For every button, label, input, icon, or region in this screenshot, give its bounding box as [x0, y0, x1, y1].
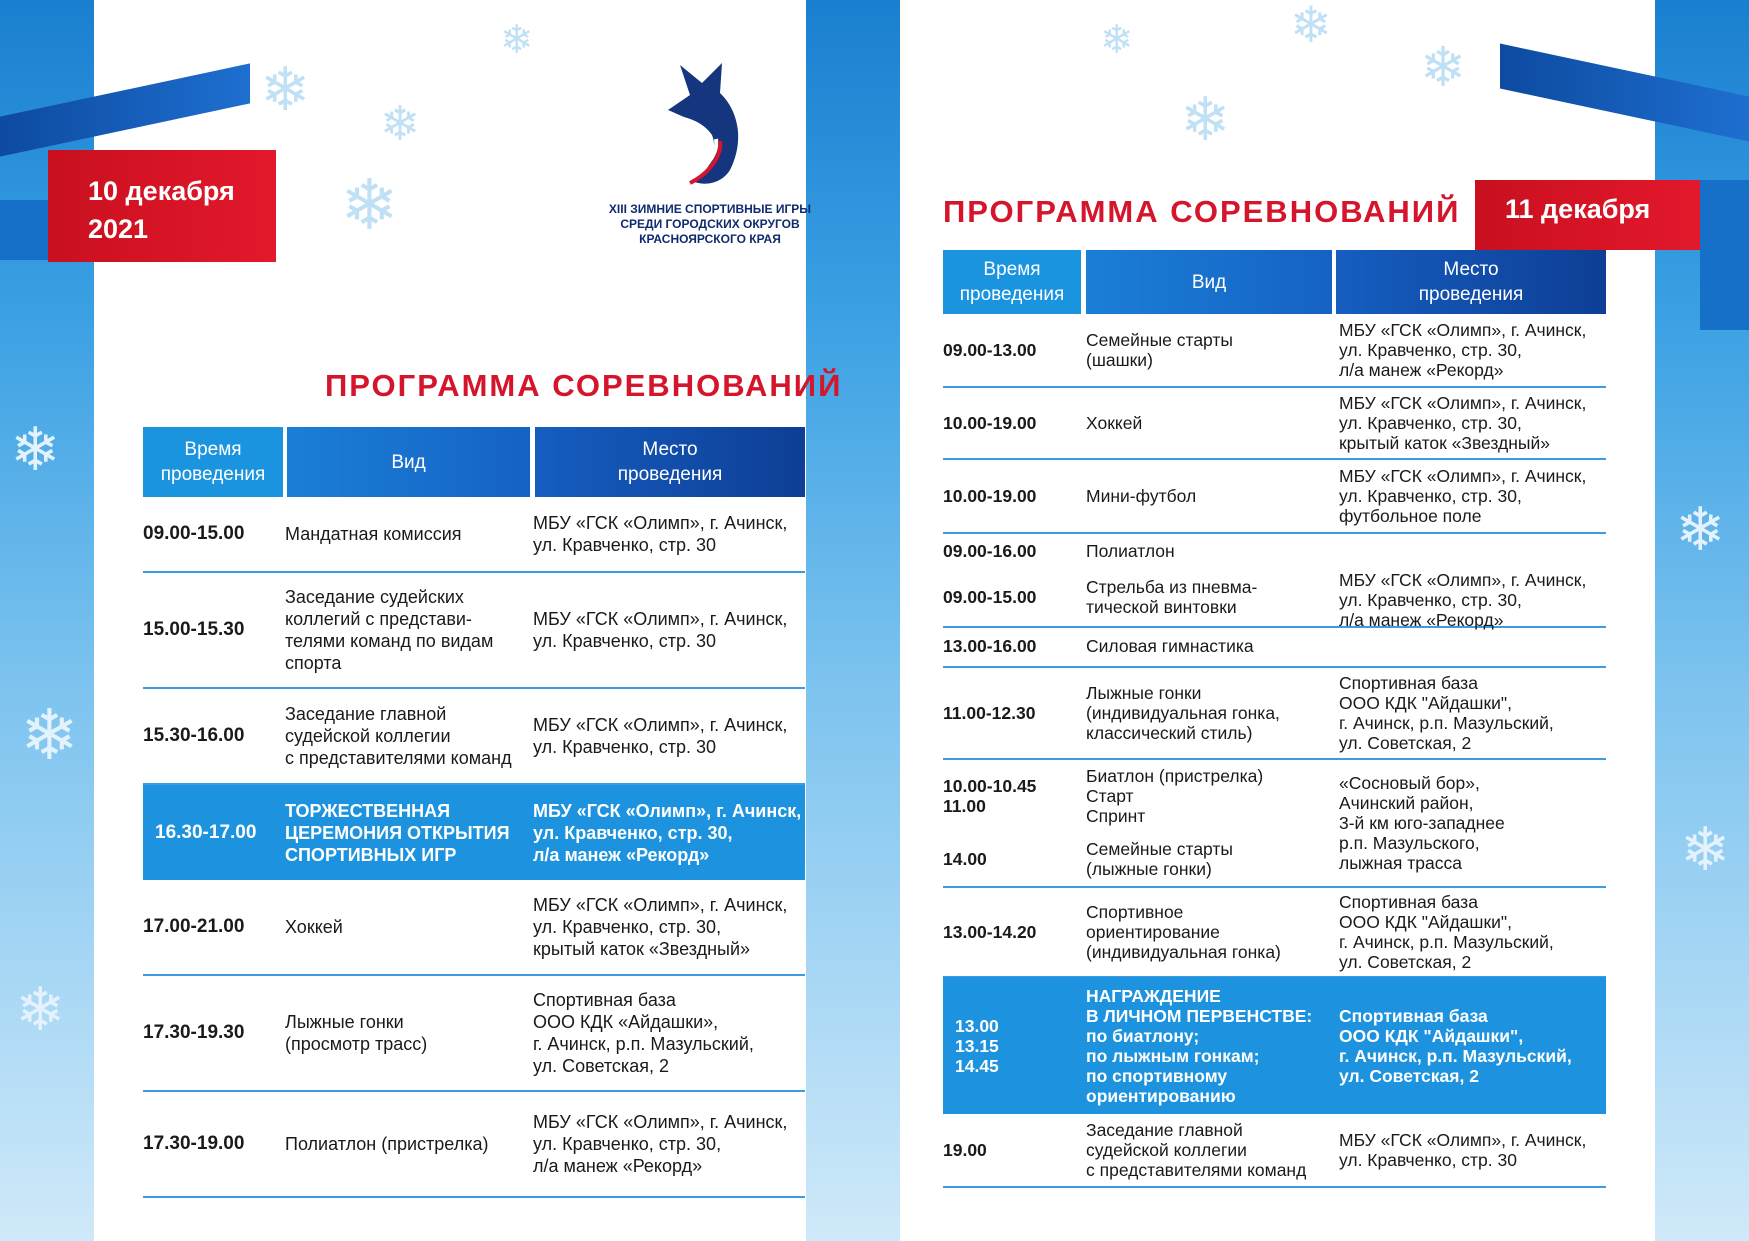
snowflake-icon: ❄: [380, 96, 421, 152]
cell-place: МБУ «ГСК «Олимп», г. Ачинск, ул. Кравченко, стр. 30, л/а манеж «Рекорд»: [533, 1112, 788, 1176]
snowflake-icon: ❄: [1420, 35, 1467, 99]
cell-time: 17.00-21.00: [143, 916, 245, 937]
cell-type: Хоккей: [1086, 413, 1143, 433]
table-row: [943, 888, 1606, 978]
cell-type: Заседание главной судейской коллегии с представителями команд: [1086, 1120, 1307, 1180]
cell-time: 11.00-12.30: [943, 703, 1036, 723]
date-year-left: 2021: [88, 214, 149, 244]
cell-type: Мандатная комиссия: [285, 524, 462, 544]
column-header-place: Место проведения: [535, 427, 805, 497]
cell-place: МБУ «ГСК «Олимп», г. Ачинск, ул. Кравченко, стр. 30: [533, 715, 788, 757]
cell-time: 13.00 13.15 14.45: [955, 1015, 999, 1076]
snowflake-icon: ❄: [1680, 815, 1731, 885]
table-row: [943, 314, 1606, 388]
table-row: [143, 573, 805, 689]
table-row: [143, 976, 805, 1092]
cell-place-merged: «Сосновый бор», Ачинский район, 3-й км юго-западнее р.п. Мазульского, лыжная трасса: [1339, 773, 1505, 873]
page-title-right: ПРОГРАММА СОРЕВНОВАНИЙ: [943, 194, 1461, 229]
cell-type: Силовая гимнастика: [1086, 636, 1254, 656]
ribbon-blue: [1700, 180, 1749, 330]
lynx-logo-icon: [660, 55, 760, 190]
cell-time: 09.00-13.00: [943, 340, 1037, 360]
cell-type: НАГРАЖДЕНИЕ В ЛИЧНОМ ПЕРВЕНСТВЕ: по биатлону; по лыжным гонкам; по спортивному ориентированию: [1086, 985, 1313, 1106]
cell-type: Заседание судейских коллегий с представи- телями команд по видам спорта: [285, 587, 494, 673]
date-right: 11 декабря: [1505, 194, 1651, 224]
snowflake-icon: ❄: [20, 694, 79, 776]
cell-time: 10.00-19.00: [943, 486, 1037, 506]
table-row: [943, 668, 1606, 760]
cell-place: МБУ «ГСК «Олимп», г. Ачинск, ул. Кравченко, стр. 30, крытый каток «Звездный»: [1339, 393, 1587, 453]
cell-time: 16.30-17.00: [155, 821, 257, 843]
cell-type: Полиатлон: [1086, 541, 1175, 561]
snowflake-icon: ❄: [1290, 0, 1332, 54]
cell-place: Спортивная база ООО КДК "Айдашки", г. Ачинск, р.п. Мазульский, ул. Советская, 2: [1339, 673, 1554, 753]
table-row: [143, 785, 805, 880]
cell-time: 09.00-15.00: [943, 587, 1037, 607]
cell-time: 14.00: [943, 849, 987, 869]
cell-place: МБУ «ГСК «Олимп», г. Ачинск, ул. Кравченко, стр. 30, л/а манеж «Рекорд»: [533, 800, 802, 865]
logo-caption: XIII ЗИМНИЕ СПОРТИВНЫЕ ИГРЫ СРЕДИ ГОРОДСКИХ ОКРУГОВ КРАСНОЯРСКОГО КРАЯ: [608, 202, 812, 246]
cell-time: 15.30-16.00: [143, 725, 245, 746]
table-row: [943, 977, 1606, 1114]
cell-time: 09.00-16.00: [943, 541, 1037, 561]
cell-time: 13.00-16.00: [943, 636, 1037, 656]
cell-type: Стрельба из пневма- тической винтовки: [1086, 577, 1258, 617]
cell-place: Спортивная база ООО КДК «Айдашки», г. Ачинск, р.п. Мазульский, ул. Советская, 2: [533, 990, 754, 1076]
table-row: [943, 460, 1606, 534]
table-row: [143, 880, 805, 976]
column-header-time: Время проведения: [943, 250, 1081, 314]
table-row: [143, 689, 805, 785]
snowflake-icon: ❄: [1100, 17, 1134, 63]
cell-time: 10.00-10.45 11.00: [943, 776, 1037, 816]
cell-place-merged: МБУ «ГСК «Олимп», г. Ачинск, ул. Кравченко, стр. 30, л/а манеж «Рекорд»: [1339, 570, 1587, 630]
cell-type: Спортивное ориентирование (индивидуальная гонка): [1086, 902, 1281, 962]
cell-type: ТОРЖЕСТВЕННАЯ ЦЕРЕМОНИЯ ОТКРЫТИЯ СПОРТИВНЫХ ИГР: [285, 800, 510, 865]
snowflake-icon: ❄: [260, 55, 311, 125]
table-row: [143, 1092, 805, 1198]
cell-place: МБУ «ГСК «Олимп», г. Ачинск, ул. Кравченко, стр. 30, футбольное поле: [1339, 466, 1587, 526]
cell-time: 17.30-19.00: [143, 1133, 245, 1154]
cell-place: Спортивная база ООО КДК "Айдашки", г. Ачинск, р.п. Мазульский, ул. Советская, 2: [1339, 1005, 1572, 1086]
cell-type: Лыжные гонки (индивидуальная гонка, классический стиль): [1086, 683, 1280, 743]
cell-type: Заседание главной судейской коллегии с представителями команд: [285, 704, 512, 768]
cell-time: 09.00-15.00: [143, 523, 245, 544]
cell-type: Семейные старты (шашки): [1086, 330, 1233, 370]
snowflake-icon: ❄: [10, 415, 61, 485]
cell-type: Хоккей: [285, 917, 343, 937]
cell-place: МБУ «ГСК «Олимп», г. Ачинск, ул. Кравченко, стр. 30: [1339, 1130, 1587, 1170]
date-ribbon-right: [1475, 180, 1700, 250]
cell-time: 10.00-19.00: [943, 413, 1037, 433]
cell-type: Мини-футбол: [1086, 486, 1197, 506]
date-ribbon-left: [48, 150, 276, 262]
table-row: [943, 388, 1606, 460]
cell-place: Спортивная база ООО КДК "Айдашки", г. Ачинск, р.п. Мазульский, ул. Советская, 2: [1339, 892, 1554, 972]
date-day-left: 10 декабря: [88, 176, 235, 206]
page-title-left: ПРОГРАММА СОРЕВНОВАНИЙ: [325, 368, 843, 403]
snowflake-icon: ❄: [340, 164, 399, 246]
snowflake-icon: ❄: [15, 975, 66, 1045]
table-row: [143, 497, 805, 573]
cell-type: Биатлон (пристрелка) Старт Спринт: [1086, 766, 1264, 826]
snowflake-icon: ❄: [500, 17, 534, 63]
column-header-time: Время проведения: [143, 427, 283, 497]
cell-time: 13.00-14.20: [943, 922, 1037, 942]
cell-place: МБУ «ГСК «Олимп», г. Ачинск, ул. Кравченко, стр. 30: [533, 513, 788, 555]
cell-time: 15.00-15.30: [143, 619, 245, 640]
snowflake-icon: ❄: [1675, 495, 1726, 565]
table-row: [943, 1114, 1606, 1188]
cell-place: МБУ «ГСК «Олимп», г. Ачинск, ул. Кравченко, стр. 30, л/а манеж «Рекорд»: [1339, 320, 1587, 380]
table-row: [943, 760, 1606, 832]
table-row: [943, 832, 1606, 888]
column-header-type: Вид: [287, 427, 530, 497]
cell-time: 19.00: [943, 1140, 987, 1160]
column-header-place: Место проведения: [1336, 250, 1606, 314]
snowflake-icon: ❄: [1180, 85, 1231, 155]
cell-type: Семейные старты (лыжные гонки): [1086, 839, 1233, 879]
column-header-type: Вид: [1086, 250, 1332, 314]
cell-place: МБУ «ГСК «Олимп», г. Ачинск, ул. Кравченко, стр. 30: [533, 609, 788, 651]
cell-place: МБУ «ГСК «Олимп», г. Ачинск, ул. Кравченко, стр. 30, крытый каток «Звездный»: [533, 895, 788, 959]
cell-time: 17.30-19.30: [143, 1022, 245, 1043]
cell-type: Лыжные гонки (просмотр трасс): [285, 1012, 428, 1054]
cell-type: Полиатлон (пристрелка): [285, 1134, 489, 1154]
